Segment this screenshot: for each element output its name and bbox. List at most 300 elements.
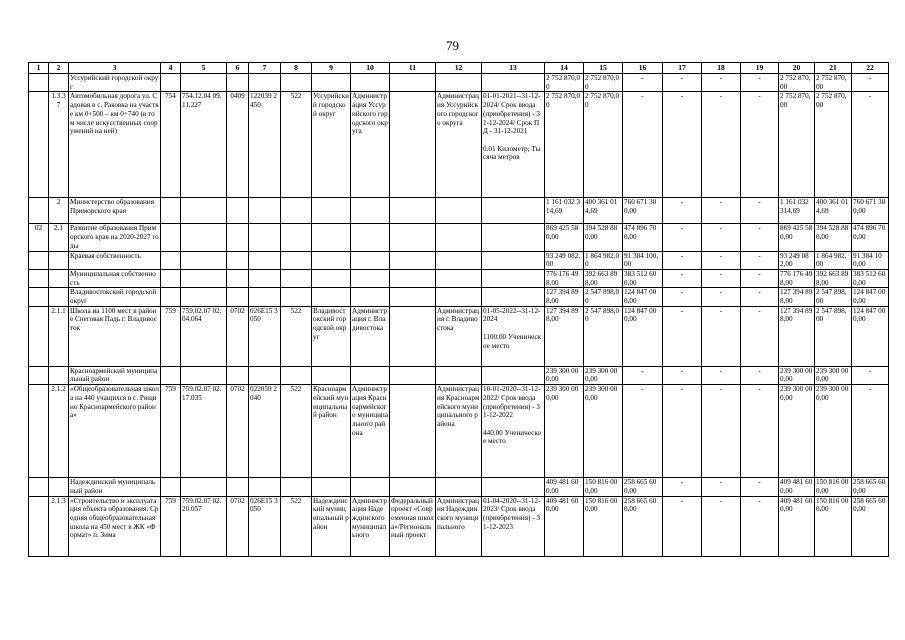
table-cell: - xyxy=(852,366,889,384)
table-cell: 474 896 700,00 xyxy=(852,224,889,251)
table-cell xyxy=(351,478,390,496)
table-cell: 400 361 014,69 xyxy=(584,198,623,224)
table-cell xyxy=(181,366,227,384)
table-cell xyxy=(29,366,49,384)
table-cell: 01-05-2022--31-12-2024 1100.00 Ученическое место xyxy=(482,306,545,366)
table-cell: 474 896 700,00 xyxy=(623,224,663,251)
table-cell: 2 547 898,00 xyxy=(815,288,852,306)
table-cell: «Общеобразовательная школа на 440 учащихся в с. Рощино Красноармейского района» xyxy=(69,385,161,478)
table-row xyxy=(29,269,889,287)
table-cell xyxy=(161,478,181,496)
table-cell xyxy=(436,269,482,287)
table-cell xyxy=(227,478,249,496)
table-cell xyxy=(161,224,181,251)
table-cell xyxy=(227,251,249,269)
column-header-9: 9 xyxy=(312,63,351,74)
table-cell: 522 xyxy=(281,385,312,478)
column-header-13: 13 xyxy=(482,63,545,74)
table-cell xyxy=(49,478,69,496)
table-cell: - xyxy=(702,385,741,478)
table-cell xyxy=(482,224,545,251)
table-cell: - xyxy=(663,269,702,287)
table-row xyxy=(29,366,889,384)
table-cell xyxy=(351,198,390,224)
table-cell: 409 481 600,00 xyxy=(779,496,815,556)
table-cell: - xyxy=(663,198,702,224)
table-cell: - xyxy=(741,224,779,251)
table-cell xyxy=(390,385,436,478)
table-cell: 2 547 898,00 xyxy=(584,306,623,366)
table-cell: 127 394 898,00 xyxy=(545,306,584,366)
table-cell: 02 xyxy=(29,224,49,251)
table-cell xyxy=(29,385,49,478)
table-cell: - xyxy=(852,92,889,198)
table-cell: 869 425 580,00 xyxy=(779,224,815,251)
table-cell: 2 547 898,00 xyxy=(584,288,623,306)
table-cell xyxy=(181,198,227,224)
table-cell xyxy=(482,269,545,287)
table-cell xyxy=(482,198,545,224)
column-header-2: 2 xyxy=(49,63,69,74)
table-cell xyxy=(161,198,181,224)
table-cell: - xyxy=(663,366,702,384)
table-cell: 1 864 982,00 xyxy=(584,251,623,269)
table-cell xyxy=(249,74,281,92)
table-cell xyxy=(482,478,545,496)
table-cell: 239 300 000,00 xyxy=(584,366,623,384)
table-cell xyxy=(29,251,49,269)
table-cell: - xyxy=(702,269,741,287)
table-cell: 1 161 032 314,69 xyxy=(779,198,815,224)
column-header-15: 15 xyxy=(584,63,623,74)
table-cell: 394 528 880,00 xyxy=(584,224,623,251)
table-cell xyxy=(312,74,351,92)
table-cell xyxy=(390,92,436,198)
table-cell: 0702 xyxy=(227,496,249,556)
table-cell: Красноармейский муниципальный район xyxy=(312,385,351,478)
table-cell xyxy=(227,198,249,224)
table-cell xyxy=(181,288,227,306)
table-cell xyxy=(281,269,312,287)
table-row xyxy=(29,92,889,198)
table-cell xyxy=(227,224,249,251)
header-row xyxy=(29,63,889,74)
table-cell xyxy=(29,478,49,496)
table-row xyxy=(29,288,889,306)
table-cell xyxy=(29,92,49,198)
table-cell: 2 752 870,00 xyxy=(584,92,623,198)
table-cell: - xyxy=(741,306,779,366)
table-cell xyxy=(227,288,249,306)
table-cell: 026E15 3050 xyxy=(249,306,281,366)
table-cell: - xyxy=(623,74,663,92)
table-cell xyxy=(436,224,482,251)
table-cell: 026E15 3050 xyxy=(249,496,281,556)
table-cell xyxy=(29,74,49,92)
table-cell: 2 752 870,00 xyxy=(779,74,815,92)
table-cell: 2 752 870,00 xyxy=(545,92,584,198)
column-header-22: 22 xyxy=(852,63,889,74)
table-cell xyxy=(281,224,312,251)
column-header-7: 7 xyxy=(249,63,281,74)
table-cell: 122039 2450 xyxy=(249,92,281,198)
table-cell xyxy=(49,269,69,287)
table-cell xyxy=(181,269,227,287)
table-cell xyxy=(181,74,227,92)
table-cell xyxy=(29,288,49,306)
table-cell: 2 xyxy=(49,198,69,224)
table-cell: 522 xyxy=(281,306,312,366)
column-header-5: 5 xyxy=(181,63,227,74)
table-cell: - xyxy=(663,92,702,198)
table-cell xyxy=(482,288,545,306)
table-cell: 0702 xyxy=(227,385,249,478)
table-cell: 124 847 000,00 xyxy=(852,288,889,306)
table-cell: - xyxy=(663,251,702,269)
table-cell: - xyxy=(702,251,741,269)
table-row xyxy=(29,385,889,478)
table-cell: 239 300 000,00 xyxy=(815,366,852,384)
table-cell: 394 528 880,00 xyxy=(815,224,852,251)
table-cell: 258 665 600,00 xyxy=(852,496,889,556)
table-cell xyxy=(227,366,249,384)
table-cell: 01-01-2021--31-12-2024/ Срок ввода (приобретения) - 31-12-2024/ Срок ПД - 31-12-2021 0.01 Километр; Тысяча метров xyxy=(482,92,545,198)
table-cell: 759 xyxy=(161,385,181,478)
table-cell: 409 481 600,00 xyxy=(545,478,584,496)
table-cell: Администрация Красноармейского муниципального района xyxy=(436,385,482,478)
table-cell: - xyxy=(741,198,779,224)
table-cell xyxy=(351,288,390,306)
table-cell xyxy=(390,366,436,384)
table-cell: 759 xyxy=(161,306,181,366)
table-cell: 2 752 870,00 xyxy=(779,92,815,198)
table-cell: 10-01-2020--31-12-2022/ Срок ввода (приобретения) - 31-12-2022 440.00 Ученическое место xyxy=(482,385,545,478)
table-cell: Уссурийский городской округ xyxy=(69,74,161,92)
column-header-17: 17 xyxy=(663,63,702,74)
column-header-11: 11 xyxy=(390,63,436,74)
table-row xyxy=(29,251,889,269)
table-cell xyxy=(436,288,482,306)
table-cell: 522 xyxy=(281,496,312,556)
table-cell xyxy=(390,269,436,287)
table-cell xyxy=(281,288,312,306)
table-cell: - xyxy=(741,478,779,496)
table-cell: - xyxy=(623,385,663,478)
page-number: 79 xyxy=(446,38,459,53)
table-cell: - xyxy=(623,92,663,198)
table-cell: Школа на 1100 мест в районе Снеговая Падь г. Владивосток xyxy=(69,306,161,366)
table-cell: - xyxy=(702,306,741,366)
table-cell: - xyxy=(663,478,702,496)
table-cell: 1 864 982,00 xyxy=(815,251,852,269)
table-cell xyxy=(181,224,227,251)
table-cell: 91 384 100,00 xyxy=(623,251,663,269)
table-cell: 2.1.2 xyxy=(49,385,69,478)
table-cell: Краевая собственность xyxy=(69,251,161,269)
table-cell: 127 394 898,00 xyxy=(779,306,815,366)
column-header-4: 4 xyxy=(161,63,181,74)
table-cell: 2 752 870,00 xyxy=(815,74,852,92)
table-cell xyxy=(436,478,482,496)
table-cell: - xyxy=(663,496,702,556)
table-cell: «Строительство и эксплуатация объекта образования: Средняя общеобразовательная школа на 450 мест в ЖК «Формат» п. Зима xyxy=(69,496,161,556)
table-cell xyxy=(312,198,351,224)
table-cell xyxy=(312,366,351,384)
table-cell: - xyxy=(663,224,702,251)
table-cell: Федеральный проект «Современная школа»/Региональный проект xyxy=(390,496,436,556)
table-cell: 150 816 000,00 xyxy=(584,496,623,556)
table-cell: Надеждинский муниципальный район xyxy=(69,478,161,496)
table-cell xyxy=(351,269,390,287)
table-cell: - xyxy=(741,496,779,556)
table-row xyxy=(29,496,889,556)
table-cell xyxy=(161,288,181,306)
table-row xyxy=(29,224,889,251)
table-cell: 239 300 000,00 xyxy=(779,366,815,384)
table-cell xyxy=(281,251,312,269)
table-row xyxy=(29,306,889,366)
table-cell xyxy=(281,478,312,496)
table-cell: 760 671 300,00 xyxy=(623,198,663,224)
table-cell xyxy=(249,366,281,384)
table-cell: Надеждинский муниципальный район xyxy=(312,496,351,556)
table-cell: 124 847 000,00 xyxy=(852,306,889,366)
table-cell xyxy=(49,251,69,269)
table-cell xyxy=(351,366,390,384)
table-cell: 383 512 600,00 xyxy=(623,269,663,287)
table-cell xyxy=(227,269,249,287)
table-cell: - xyxy=(663,288,702,306)
investment-table xyxy=(28,62,889,557)
column-header-6: 6 xyxy=(227,63,249,74)
column-header-19: 19 xyxy=(741,63,779,74)
table-row xyxy=(29,74,889,92)
table-cell: Муниципальная собственность xyxy=(69,269,161,287)
table-cell: Администрация г. Владивостока xyxy=(436,306,482,366)
table-cell: - xyxy=(702,198,741,224)
table-row xyxy=(29,478,889,496)
column-header-21: 21 xyxy=(815,63,852,74)
table-cell: Администрация Надеждинского муниципального xyxy=(351,496,390,556)
column-header-10: 10 xyxy=(351,63,390,74)
column-header-1: 1 xyxy=(29,63,49,74)
table-cell: 91 384 100,00 xyxy=(852,251,889,269)
column-header-16: 16 xyxy=(623,63,663,74)
table-cell: Администрация Красноармейского муниципального района xyxy=(351,385,390,478)
table-cell: 124 847 000,00 xyxy=(623,288,663,306)
table-cell: - xyxy=(852,385,889,478)
table-cell: 2.1 xyxy=(49,224,69,251)
table-cell: 124 847 000,00 xyxy=(623,306,663,366)
column-header-3: 3 xyxy=(69,63,161,74)
table-cell xyxy=(351,224,390,251)
table-cell xyxy=(249,251,281,269)
table-cell xyxy=(482,74,545,92)
table-cell xyxy=(161,251,181,269)
table-cell: 759.02.07 02.04.064 xyxy=(181,306,227,366)
table-cell xyxy=(49,74,69,92)
table-cell: 400 361 014,69 xyxy=(815,198,852,224)
table-cell xyxy=(482,366,545,384)
table-cell: - xyxy=(663,74,702,92)
table-cell: 869 425 580,00 xyxy=(545,224,584,251)
table-cell: - xyxy=(702,288,741,306)
table-cell xyxy=(281,366,312,384)
table-cell: Администрация Надеждинского муниципального xyxy=(436,496,482,556)
table-cell xyxy=(482,251,545,269)
table-cell: - xyxy=(741,92,779,198)
table-cell: - xyxy=(702,496,741,556)
table-cell: 239 300 000,00 xyxy=(545,385,584,478)
table-cell: 409 481 600,00 xyxy=(779,478,815,496)
table-cell: 2 547 898,00 xyxy=(815,306,852,366)
table-cell: - xyxy=(663,385,702,478)
table-cell: 150 816 000,00 xyxy=(584,478,623,496)
table-cell xyxy=(390,478,436,496)
table-cell xyxy=(436,251,482,269)
table-cell: 392 663 898,00 xyxy=(584,269,623,287)
table-cell xyxy=(29,198,49,224)
table-cell: 258 665 600,00 xyxy=(623,496,663,556)
table-cell: 754.12.04 09.11.227 xyxy=(181,92,227,198)
table-cell: 2.1.1 xyxy=(49,306,69,366)
table-cell xyxy=(390,251,436,269)
table-cell xyxy=(249,478,281,496)
column-header-8: 8 xyxy=(281,63,312,74)
table-cell xyxy=(161,74,181,92)
table-cell: - xyxy=(741,74,779,92)
table-cell: 759.02.07 02.17.035 xyxy=(181,385,227,478)
column-header-20: 20 xyxy=(779,63,815,74)
table-cell xyxy=(227,74,249,92)
table-cell: 2.1.3 xyxy=(49,496,69,556)
table-cell: 0409 xyxy=(227,92,249,198)
table-cell: 239 300 000,00 xyxy=(779,385,815,478)
table-cell: - xyxy=(702,74,741,92)
table-cell xyxy=(49,366,69,384)
table-cell xyxy=(390,288,436,306)
table-cell: 776 176 498,00 xyxy=(545,269,584,287)
table-cell xyxy=(181,478,227,496)
table-cell: 127 394 898,00 xyxy=(779,288,815,306)
table-cell xyxy=(249,224,281,251)
column-header-12: 12 xyxy=(436,63,482,74)
table-cell: - xyxy=(702,224,741,251)
table-cell: - xyxy=(852,74,889,92)
table-cell xyxy=(351,74,390,92)
table-cell: - xyxy=(702,92,741,198)
table-cell xyxy=(312,288,351,306)
table-cell xyxy=(49,288,69,306)
table-cell: 2 752 870,00 xyxy=(815,92,852,198)
table-cell xyxy=(281,74,312,92)
table-cell xyxy=(312,224,351,251)
table-cell xyxy=(29,306,49,366)
table-cell: 0702 xyxy=(227,306,249,366)
table-cell: 150 816 000,00 xyxy=(815,478,852,496)
table-cell xyxy=(390,74,436,92)
table-cell: Администрация Уссурийского городского округа xyxy=(436,92,482,198)
table-cell xyxy=(161,366,181,384)
table-cell: 754 xyxy=(161,92,181,198)
table-cell: 776 176 498,00 xyxy=(779,269,815,287)
table-cell: Министерство образования Приморского края xyxy=(69,198,161,224)
table-cell xyxy=(312,269,351,287)
table-row xyxy=(29,198,889,224)
table-cell xyxy=(390,198,436,224)
table-cell xyxy=(436,366,482,384)
table-cell: Развитие образования Приморского края на 2020-2027 годы xyxy=(70,224,159,250)
table-cell xyxy=(436,198,482,224)
table-cell: 239 300 000,00 xyxy=(545,366,584,384)
table-cell: 2 752 870,00 xyxy=(584,74,623,92)
table-cell: Автомобильная дорога ул. Садовая в с. Раковка на участке км 0+500 – км 0+740 (в том числе искусственных сооружений на ней) xyxy=(69,92,161,198)
table-cell: 01-04-2020--31-12-2023/ Срок ввода (приобретения) - 31-12-2023 xyxy=(482,496,545,556)
table-cell: 239 300 000,00 xyxy=(584,385,623,478)
table-cell xyxy=(436,74,482,92)
table-cell: 150 816 000,00 xyxy=(815,496,852,556)
table-cell: 93 249 082,00 xyxy=(545,251,584,269)
table-cell xyxy=(249,288,281,306)
table-cell: - xyxy=(741,288,779,306)
table-cell: 392 663 898,00 xyxy=(815,269,852,287)
table-cell: 759.02.07 02.20.057 xyxy=(181,496,227,556)
table-cell xyxy=(281,198,312,224)
table-cell xyxy=(390,224,436,251)
table-cell: 759 xyxy=(161,496,181,556)
table-cell: 760 671 300,00 xyxy=(852,198,889,224)
table-cell: 1 161 032 314,69 xyxy=(545,198,584,224)
table-cell: - xyxy=(702,366,741,384)
table-cell: Красноармейский муниципальный район xyxy=(69,366,161,384)
table-cell: - xyxy=(702,478,741,496)
table-cell: Уссурийский городской округ xyxy=(312,92,351,198)
table-cell: 409 481 600,00 xyxy=(545,496,584,556)
table-cell xyxy=(249,198,281,224)
table-cell: Администрация г. Владивостока xyxy=(351,306,390,366)
table-cell: - xyxy=(741,251,779,269)
column-header-14: 14 xyxy=(545,63,584,74)
table-cell: 022059 2040 xyxy=(249,385,281,478)
table-cell: 522 xyxy=(281,92,312,198)
table-cell: 2 752 870,00 xyxy=(545,74,584,92)
table-cell: Владивостокский городской округ xyxy=(69,288,161,306)
table-cell: - xyxy=(741,366,779,384)
table-cell xyxy=(390,306,436,366)
table-cell: - xyxy=(623,366,663,384)
table-cell: 93 249 082,00 xyxy=(779,251,815,269)
table-cell: 127 394 898,00 xyxy=(545,288,584,306)
table-cell: 1.3.37 xyxy=(49,92,69,198)
table-cell: 258 665 600,00 xyxy=(852,478,889,496)
table-cell: 239 300 000,00 xyxy=(815,385,852,478)
table-cell: 383 512 600,00 xyxy=(852,269,889,287)
column-header-18: 18 xyxy=(702,63,741,74)
table-cell xyxy=(249,269,281,287)
table-cell: Администрация Уссурийского городского округа xyxy=(351,92,390,198)
table-cell xyxy=(29,496,49,556)
table-cell xyxy=(181,251,227,269)
table-cell xyxy=(312,251,351,269)
table-cell: - xyxy=(741,269,779,287)
table-cell: - xyxy=(741,385,779,478)
table-cell: - xyxy=(663,306,702,366)
table-cell xyxy=(312,478,351,496)
table-cell xyxy=(351,251,390,269)
table-cell xyxy=(161,269,181,287)
table-cell: Владивостокский городской округ xyxy=(312,306,351,366)
table-cell: 258 665 600,00 xyxy=(623,478,663,496)
